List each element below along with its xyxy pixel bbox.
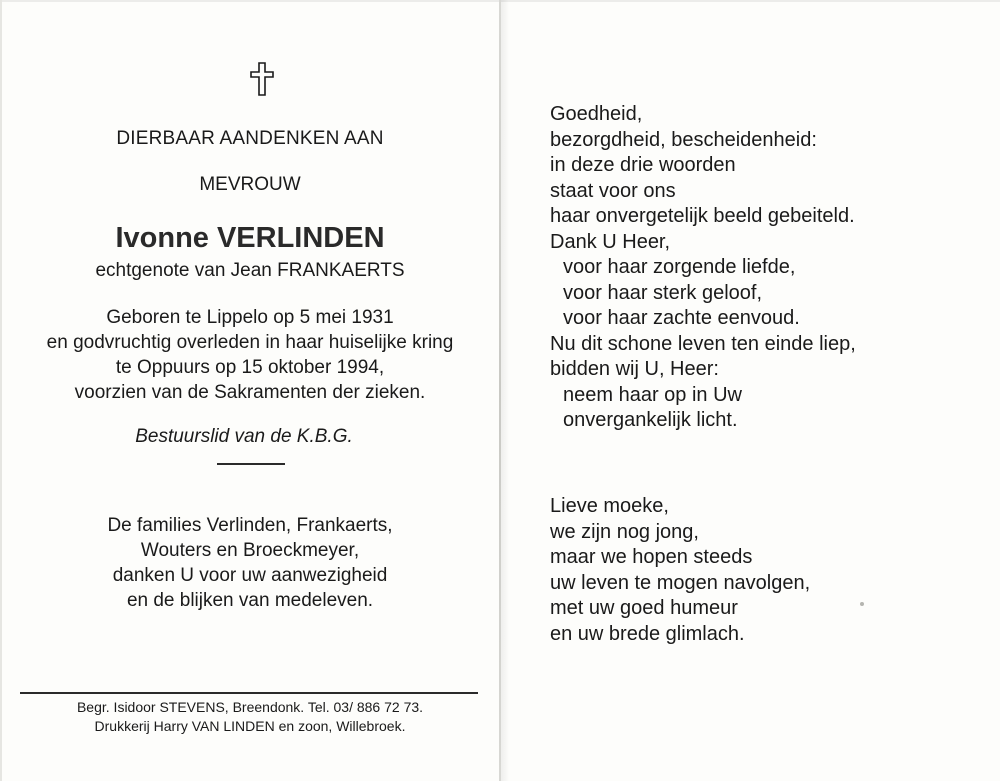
poem-line: haar onvergetelijk beeld gebeiteld.	[550, 205, 855, 227]
poem-line: bezorgdheid, bescheidenheid:	[550, 128, 817, 151]
poem-line: uw leven te mogen navolgen,	[550, 571, 811, 594]
prayer-poem	[550, 102, 856, 434]
family-thanks	[0, 513, 500, 613]
bio-line: voorzien van de Sakramenten der zieken.	[74, 382, 426, 403]
credit-line: Begr. Isidoor STEVENS, Breendonk. Tel. 03/ 886 72 73.	[76, 699, 424, 715]
poem-line: maar we hopen steeds	[550, 546, 753, 568]
poem-line: we zijn nog jong,	[550, 520, 699, 543]
footer-rule	[20, 692, 478, 694]
thanks-line: en de blijken van medeleven.	[126, 590, 374, 611]
bio-line: Geboren te Lippelo op 5 mei 1931	[106, 307, 394, 328]
bio-line: en godvruchtig overleden in haar huiselijke kring	[46, 332, 454, 353]
thanks-line: Wouters en Broeckmeyer,	[140, 540, 360, 561]
poem-line: Lieve moeke,	[550, 495, 669, 517]
biography	[0, 305, 500, 405]
children-poem	[550, 494, 810, 647]
poem-line: bidden wij U, Heer:	[550, 358, 719, 380]
thanks-line: De families Verlinden, Frankaerts,	[107, 515, 393, 536]
credit-line: Drukkerij Harry VAN LINDEN en zoon, Willebroek.	[94, 718, 406, 734]
thanks-line: danken U voor uw aanwezigheid	[112, 565, 388, 586]
poem-line: Dank U Heer,	[550, 230, 671, 253]
poem-line: in deze drie woorden	[550, 154, 736, 176]
poem-line: onvergankelijk licht.	[563, 409, 738, 431]
deceased-name: Ivonne VERLINDEN	[115, 222, 385, 254]
poem-line: voor haar zachte eenvoud.	[563, 307, 800, 329]
poem-line: Nu dit schone leven ten einde liep,	[550, 332, 856, 355]
poem-line: voor haar sterk geloof,	[563, 281, 762, 304]
honorific: MEVROUW	[199, 174, 301, 195]
paper-speck	[860, 602, 864, 606]
bio-line: te Oppuurs op 15 oktober 1994,	[115, 357, 385, 378]
role-line: Bestuurslid van de K.B.G.	[135, 426, 353, 447]
poem-line: voor haar zorgende liefde,	[563, 256, 796, 278]
spouse-line: echtgenote van Jean FRANKAERTS	[95, 260, 405, 281]
poem-line: met uw goed humeur	[550, 597, 738, 619]
poem-line: Goedheid,	[550, 103, 643, 125]
poem-line: neem haar op in Uw	[563, 383, 742, 406]
poem-line: en uw brede glimlach.	[550, 622, 745, 645]
printer-credits	[0, 698, 500, 736]
divider	[217, 463, 285, 465]
poem-line: staat voor ons	[550, 179, 676, 202]
intro-heading: DIERBAAR AANDENKEN AAN	[116, 128, 384, 149]
cross-icon	[249, 62, 275, 96]
right-panel	[500, 0, 1000, 781]
